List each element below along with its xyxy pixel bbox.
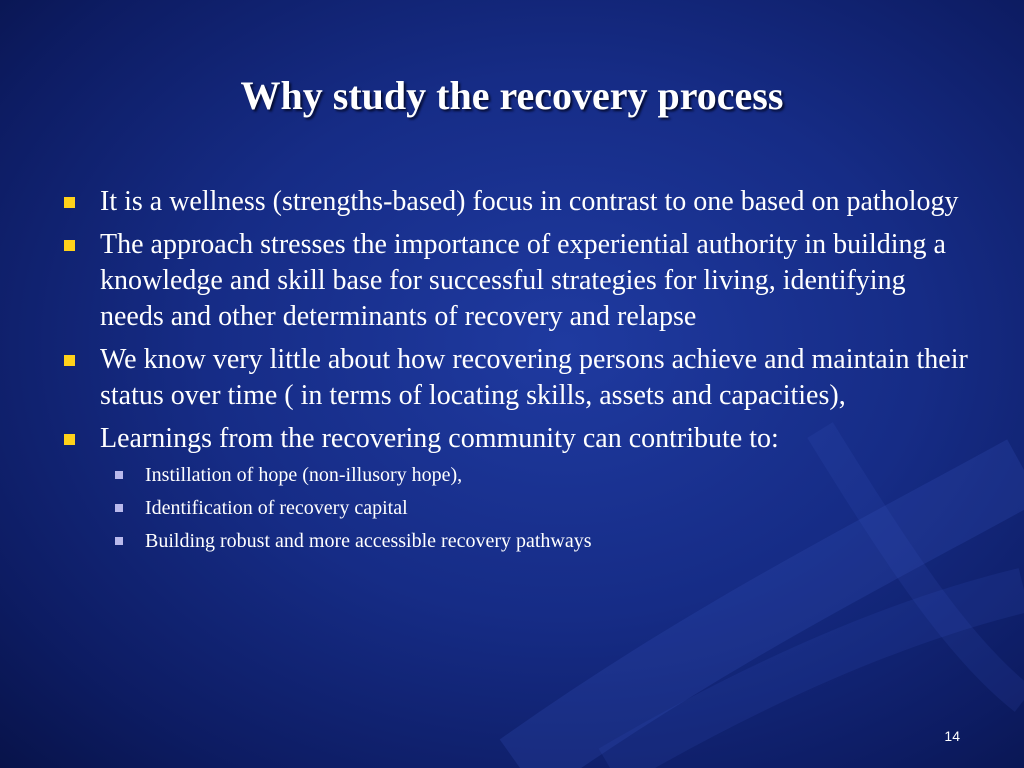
- sub-bullet-text: Instillation of hope (non-illusory hope),: [145, 464, 463, 486]
- page-number: 14: [944, 728, 960, 744]
- sub-bullet-text: Identification of recovery capital: [145, 497, 408, 519]
- bullet-list: [60, 184, 970, 565]
- sub-bullet-item: [100, 525, 970, 558]
- square-bullet-icon: [64, 197, 75, 208]
- square-sub-bullet-icon: [115, 471, 123, 479]
- square-sub-bullet-icon: [115, 504, 123, 512]
- bullet-item: [60, 342, 970, 414]
- sub-bullet-item: [100, 492, 970, 525]
- bullet-item: [60, 184, 970, 220]
- square-bullet-icon: [64, 240, 75, 251]
- bullet-text: Learnings from the recovering community can contribute to:: [100, 423, 779, 454]
- sub-bullet-list: [100, 459, 970, 558]
- square-bullet-icon: [64, 355, 75, 366]
- square-sub-bullet-icon: [115, 537, 123, 545]
- bullet-text: We know very little about how recovering persons achieve and maintain their status over time ( in terms of locating skills, assets and capacities),: [100, 344, 968, 411]
- slide-title: Why study the recovery process: [240, 73, 784, 118]
- bullet-item: [60, 227, 970, 335]
- bullet-text: The approach stresses the importance of experiential authority in building a knowledge and skill base for successful strategies for living, identifying needs and other determinants of recovery and relapse: [100, 229, 946, 332]
- bullet-text: It is a wellness (strengths-based) focus in contrast to one based on pathology: [100, 186, 959, 217]
- bullet-item: [60, 421, 970, 558]
- sub-bullet-item: [100, 459, 970, 492]
- square-bullet-icon: [64, 434, 75, 445]
- sub-bullet-text: Building robust and more accessible recovery pathways: [145, 530, 592, 552]
